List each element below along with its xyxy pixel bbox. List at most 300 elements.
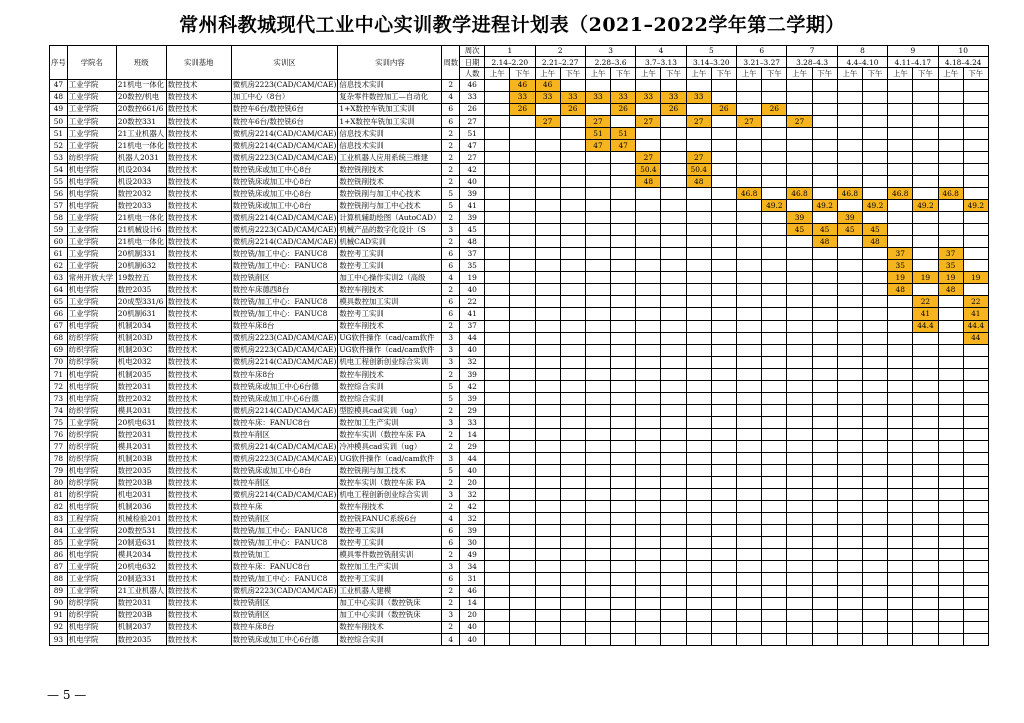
- schedule-slot: [560, 175, 585, 187]
- schedule-slot: [812, 260, 837, 272]
- schedule-slot: [560, 224, 585, 236]
- schedule-slot: [812, 477, 837, 489]
- cell-count: 34: [460, 561, 485, 573]
- cell-area: 数控铣/加工中心：FANUC8: [231, 248, 338, 260]
- schedule-slot: [913, 151, 938, 163]
- cell-no: 89: [50, 585, 68, 597]
- schedule-slot: [560, 308, 585, 320]
- schedule-slot: [611, 224, 636, 236]
- week-number: 3: [585, 46, 635, 57]
- schedule-slot: [812, 212, 837, 224]
- schedule-slot: [686, 260, 711, 272]
- schedule-slot-filled: 45: [837, 224, 862, 236]
- schedule-slot: [762, 453, 787, 465]
- table-row: [50, 621, 989, 633]
- schedule-slot: [585, 597, 610, 609]
- cell-base: 数控技术: [166, 332, 231, 344]
- cell-college: 工业学院: [67, 212, 116, 224]
- cell-college: 机电学院: [67, 633, 116, 645]
- schedule-slot: [737, 368, 762, 380]
- schedule-slot: [938, 525, 963, 537]
- cell-area: 数控铣/加工中心：FANUC8: [231, 537, 338, 549]
- schedule-slot: [535, 428, 560, 440]
- schedule-slot: [711, 236, 736, 248]
- cell-base: 数控技术: [166, 537, 231, 549]
- schedule-slot: [938, 453, 963, 465]
- cell-base: 数控技术: [166, 115, 231, 127]
- schedule-slot: [510, 392, 535, 404]
- schedule-slot: [510, 308, 535, 320]
- schedule-slot: [837, 404, 862, 416]
- schedule-slot: [862, 609, 887, 621]
- cell-class: 20数控331: [116, 115, 166, 127]
- cell-base: 数控技术: [166, 549, 231, 561]
- schedule-slot: [737, 392, 762, 404]
- schedule-slot: [636, 248, 661, 260]
- schedule-slot: [938, 127, 963, 139]
- cell-content: 数控车削技术: [338, 621, 442, 633]
- schedule-slot: [913, 380, 938, 392]
- schedule-slot: [535, 284, 560, 296]
- schedule-slot: [862, 127, 887, 139]
- schedule-slot: [661, 224, 686, 236]
- cell-content: 信息技术实训: [338, 139, 442, 151]
- cell-count: 41: [460, 200, 485, 212]
- schedule-slot: [661, 477, 686, 489]
- schedule-slot: [686, 308, 711, 320]
- schedule-slot: [737, 139, 762, 151]
- cell-weeks: 3: [442, 356, 460, 368]
- schedule-slot: [611, 272, 636, 284]
- schedule-slot: [611, 212, 636, 224]
- header-am: 上午: [837, 68, 862, 79]
- schedule-slot: [938, 79, 963, 91]
- schedule-slot: [711, 561, 736, 573]
- cell-area: 数控铣床或加工中心8台: [231, 187, 338, 199]
- schedule-slot: [510, 224, 535, 236]
- schedule-slot-filled: 19: [913, 272, 938, 284]
- schedule-slot: [862, 175, 887, 187]
- schedule-slot: [837, 621, 862, 633]
- schedule-slot: [938, 428, 963, 440]
- schedule-slot: [913, 573, 938, 585]
- schedule-slot: [711, 163, 736, 175]
- cell-area: 数控车削区: [231, 428, 338, 440]
- week-dates: 4.18–4.24: [938, 57, 988, 68]
- header-am: 上午: [535, 68, 560, 79]
- cell-class: 机制2035: [116, 368, 166, 380]
- schedule-slot: [611, 453, 636, 465]
- schedule-slot: [888, 392, 913, 404]
- schedule-slot: [686, 79, 711, 91]
- schedule-slot: [661, 392, 686, 404]
- schedule-slot: [812, 79, 837, 91]
- schedule-slot: [510, 200, 535, 212]
- schedule-slot-filled: 46.8: [787, 187, 812, 199]
- schedule-slot: [535, 272, 560, 284]
- schedule-slot: [485, 236, 510, 248]
- schedule-slot: [888, 175, 913, 187]
- schedule-slot: [812, 320, 837, 332]
- schedule-slot: [585, 320, 610, 332]
- header-pm: 下午: [611, 68, 636, 79]
- schedule-slot: [938, 465, 963, 477]
- cell-base: 数控技术: [166, 308, 231, 320]
- cell-base: 数控技术: [166, 284, 231, 296]
- schedule-slot: [560, 465, 585, 477]
- schedule-slot: [787, 380, 812, 392]
- header-am: 上午: [585, 68, 610, 79]
- cell-content: 数控考工实训: [338, 308, 442, 320]
- schedule-slot: [636, 404, 661, 416]
- cell-class: 数控2035: [116, 284, 166, 296]
- header-class: 班级: [116, 46, 166, 80]
- cell-weeks: 6: [442, 573, 460, 585]
- cell-class: 20机电632: [116, 561, 166, 573]
- schedule-slot: [636, 296, 661, 308]
- schedule-slot: [963, 416, 988, 428]
- cell-no: 66: [50, 308, 68, 320]
- schedule-slot: [812, 428, 837, 440]
- cell-count: 14: [460, 428, 485, 440]
- schedule-slot: [963, 212, 988, 224]
- schedule-slot: [787, 549, 812, 561]
- schedule-slot: [636, 187, 661, 199]
- header-pm: 下午: [762, 68, 787, 79]
- cell-weeks: 5: [442, 392, 460, 404]
- cell-area: 数控铣/加工中心：FANUC8: [231, 260, 338, 272]
- cell-base: 数控技术: [166, 236, 231, 248]
- schedule-slot: [510, 621, 535, 633]
- cell-content: 机电工程创新创业综合实训: [338, 356, 442, 368]
- schedule-slot: [510, 151, 535, 163]
- schedule-slot: [812, 175, 837, 187]
- cell-class: 21机电一体化: [116, 236, 166, 248]
- schedule-slot: [560, 260, 585, 272]
- schedule-slot: [737, 79, 762, 91]
- schedule-slot: [636, 139, 661, 151]
- cell-college: 机电学院: [67, 549, 116, 561]
- cell-class: 机设2033: [116, 175, 166, 187]
- schedule-slot: [938, 224, 963, 236]
- schedule-slot: [636, 392, 661, 404]
- schedule-slot: [535, 477, 560, 489]
- schedule-slot: [636, 200, 661, 212]
- header-pm: 下午: [510, 68, 535, 79]
- cell-area: 微机房2214(CAD/CAM/CAE): [232, 357, 337, 367]
- schedule-slot: [510, 320, 535, 332]
- schedule-slot: [686, 272, 711, 284]
- cell-count: 51: [460, 127, 485, 139]
- schedule-slot: [661, 380, 686, 392]
- schedule-slot: [585, 368, 610, 380]
- table-row: [50, 320, 989, 332]
- schedule-slot: [737, 501, 762, 513]
- schedule-slot: [762, 416, 787, 428]
- schedule-slot: [485, 224, 510, 236]
- cell-weeks: 3: [442, 453, 460, 465]
- schedule-slot: [837, 368, 862, 380]
- schedule-slot: [585, 308, 610, 320]
- schedule-slot: [686, 200, 711, 212]
- schedule-slot: [686, 525, 711, 537]
- schedule-slot: [762, 477, 787, 489]
- schedule-slot: [888, 308, 913, 320]
- schedule-slot: [837, 633, 862, 645]
- schedule-slot: [737, 549, 762, 561]
- cell-class: 机制2034: [116, 320, 166, 332]
- cell-no: 85: [50, 537, 68, 549]
- schedule-slot: [510, 380, 535, 392]
- schedule-slot: [812, 392, 837, 404]
- schedule-slot: [711, 440, 736, 452]
- cell-content: 计算机辅助绘图（AutoCAD）: [339, 212, 441, 222]
- schedule-slot: [963, 260, 988, 272]
- schedule-slot: [787, 525, 812, 537]
- schedule-slot: [938, 489, 963, 501]
- schedule-slot: [611, 585, 636, 597]
- schedule-slot: [888, 404, 913, 416]
- schedule-slot: [585, 103, 610, 115]
- schedule-slot: [535, 404, 560, 416]
- schedule-slot-filled: 44.4: [963, 320, 988, 332]
- header-renshu: 人数: [460, 68, 485, 79]
- cell-base: 数控技术: [166, 585, 231, 597]
- schedule-slot: [787, 404, 812, 416]
- table-row: [50, 163, 989, 175]
- schedule-slot: [535, 332, 560, 344]
- schedule-slot: [963, 151, 988, 163]
- schedule-slot: [711, 115, 736, 127]
- schedule-slot: [862, 416, 887, 428]
- schedule-slot: [485, 597, 510, 609]
- schedule-slot: [787, 440, 812, 452]
- schedule-slot: [535, 513, 560, 525]
- table-row: [50, 151, 989, 163]
- schedule-slot-filled: 27: [585, 115, 610, 127]
- cell-content: 机械产品的数字化设计（S: [338, 224, 442, 236]
- schedule-slot: [787, 537, 812, 549]
- schedule-slot: [888, 633, 913, 645]
- schedule-slot: [963, 440, 988, 452]
- schedule-slot: [888, 489, 913, 501]
- schedule-slot: [963, 392, 988, 404]
- schedule-slot: [611, 175, 636, 187]
- header-area: 实训区: [231, 46, 338, 80]
- cell-no: 87: [50, 561, 68, 573]
- schedule-slot: [585, 212, 610, 224]
- schedule-slot-filled: 39: [837, 212, 862, 224]
- schedule-slot: [862, 79, 887, 91]
- cell-weeks: 6: [442, 525, 460, 537]
- schedule-slot: [837, 537, 862, 549]
- table-row: [50, 272, 989, 284]
- cell-weeks: 2: [442, 79, 460, 91]
- schedule-slot: [787, 501, 812, 513]
- cell-content: 工业机器人应用系统三维建: [338, 151, 442, 163]
- schedule-slot: [560, 501, 585, 513]
- schedule-slot: [888, 344, 913, 356]
- cell-no: 77: [50, 440, 68, 452]
- schedule-slot: [611, 392, 636, 404]
- cell-count: 45: [460, 224, 485, 236]
- schedule-slot: [485, 416, 510, 428]
- schedule-slot-filled: 48: [862, 236, 887, 248]
- cell-no: 50: [50, 115, 68, 127]
- schedule-slot: [787, 585, 812, 597]
- schedule-slot: [535, 392, 560, 404]
- schedule-slot-filled: 46.8: [837, 187, 862, 199]
- cell-area: 微机房2223(CAD/CAM/CAE): [232, 333, 337, 343]
- schedule-slot: [686, 103, 711, 115]
- cell-count: 39: [460, 525, 485, 537]
- schedule-slot: [837, 115, 862, 127]
- cell-no: 82: [50, 501, 68, 513]
- schedule-slot: [611, 404, 636, 416]
- schedule-slot: [812, 489, 837, 501]
- schedule-slot: [661, 163, 686, 175]
- schedule-table: [49, 45, 989, 646]
- schedule-slot: [711, 477, 736, 489]
- cell-weeks: 5: [442, 200, 460, 212]
- schedule-slot: [636, 356, 661, 368]
- cell-class: 机电2031: [116, 489, 166, 501]
- schedule-slot: [963, 103, 988, 115]
- cell-weeks: 3: [442, 489, 460, 501]
- schedule-slot: [762, 151, 787, 163]
- schedule-slot: [535, 187, 560, 199]
- schedule-slot: [737, 465, 762, 477]
- schedule-slot: [661, 621, 686, 633]
- schedule-slot: [510, 115, 535, 127]
- schedule-slot: [862, 284, 887, 296]
- schedule-slot: [737, 428, 762, 440]
- schedule-slot: [913, 163, 938, 175]
- schedule-slot: [762, 633, 787, 645]
- schedule-slot: [812, 537, 837, 549]
- schedule-slot: [762, 272, 787, 284]
- cell-college: 纺织学院: [67, 597, 116, 609]
- schedule-slot: [661, 260, 686, 272]
- schedule-slot: [585, 573, 610, 585]
- cell-no: 73: [50, 392, 68, 404]
- schedule-slot: [510, 127, 535, 139]
- schedule-slot: [762, 465, 787, 477]
- schedule-slot: [585, 585, 610, 597]
- schedule-slot: [636, 344, 661, 356]
- schedule-slot: [686, 633, 711, 645]
- cell-class: 21机械设计6: [116, 224, 166, 236]
- cell-base: 数控技术: [166, 212, 231, 224]
- header-am: 上午: [485, 68, 510, 79]
- schedule-slot: [837, 91, 862, 103]
- schedule-slot: [510, 356, 535, 368]
- schedule-slot: [737, 561, 762, 573]
- cell-area: 数控铣床或加工中心6台德: [231, 380, 338, 392]
- cell-base: 数控技术: [166, 525, 231, 537]
- schedule-slot-filled: 39: [787, 212, 812, 224]
- cell-class: 数控2031: [116, 428, 166, 440]
- cell-area: 数控铣削区: [231, 609, 338, 621]
- cell-weeks: 2: [442, 212, 460, 224]
- cell-count: 48: [460, 236, 485, 248]
- cell-no: 83: [50, 513, 68, 525]
- cell-base: 数控技术: [166, 127, 231, 139]
- schedule-slot: [711, 272, 736, 284]
- table-row: [50, 440, 989, 452]
- schedule-slot: [485, 489, 510, 501]
- schedule-slot: [510, 633, 535, 645]
- schedule-slot: [812, 308, 837, 320]
- schedule-slot: [636, 453, 661, 465]
- schedule-slot: [938, 236, 963, 248]
- schedule-slot-filled: 46: [510, 79, 535, 91]
- schedule-slot: [862, 296, 887, 308]
- schedule-slot: [787, 621, 812, 633]
- schedule-slot: [585, 392, 610, 404]
- schedule-slot: [585, 248, 610, 260]
- schedule-slot: [913, 621, 938, 633]
- schedule-slot: [711, 453, 736, 465]
- schedule-slot: [862, 103, 887, 115]
- schedule-slot: [636, 416, 661, 428]
- schedule-slot: [938, 332, 963, 344]
- schedule-slot: [913, 440, 938, 452]
- schedule-slot: [611, 344, 636, 356]
- schedule-slot: [762, 368, 787, 380]
- schedule-slot: [787, 79, 812, 91]
- cell-base: 数控技术: [166, 320, 231, 332]
- schedule-slot: [485, 573, 510, 585]
- schedule-slot: [737, 163, 762, 175]
- cell-count: 20: [460, 609, 485, 621]
- schedule-slot: [888, 163, 913, 175]
- schedule-slot: [812, 585, 837, 597]
- cell-weeks: 6: [442, 308, 460, 320]
- schedule-slot: [913, 115, 938, 127]
- schedule-slot: [737, 440, 762, 452]
- schedule-slot: [862, 151, 887, 163]
- schedule-slot: [686, 332, 711, 344]
- schedule-slot-filled: 26: [711, 103, 736, 115]
- schedule-slot: [963, 368, 988, 380]
- schedule-slot: [560, 621, 585, 633]
- schedule-slot-filled: 46.8: [938, 187, 963, 199]
- cell-content: 数控加工生产实训: [338, 416, 442, 428]
- cell-base: 数控技术: [166, 428, 231, 440]
- schedule-slot: [812, 115, 837, 127]
- schedule-slot: [762, 573, 787, 585]
- schedule-slot-filled: 44: [963, 332, 988, 344]
- schedule-slot: [485, 609, 510, 621]
- cell-weeks: 2: [442, 585, 460, 597]
- cell-college: 工业学院: [67, 79, 116, 91]
- cell-base: 数控技术: [166, 465, 231, 477]
- week-dates: 2.21–2.27: [535, 57, 585, 68]
- schedule-slot: [661, 248, 686, 260]
- schedule-slot: [485, 296, 510, 308]
- cell-class: 模具2034: [116, 549, 166, 561]
- schedule-slot: [938, 200, 963, 212]
- schedule-slot: [737, 248, 762, 260]
- schedule-slot: [585, 537, 610, 549]
- cell-base: 数控技术: [166, 440, 231, 452]
- schedule-slot: [611, 236, 636, 248]
- schedule-slot: [913, 368, 938, 380]
- cell-count: 32: [460, 489, 485, 501]
- header-base: 实训基地: [166, 46, 231, 80]
- schedule-slot: [485, 344, 510, 356]
